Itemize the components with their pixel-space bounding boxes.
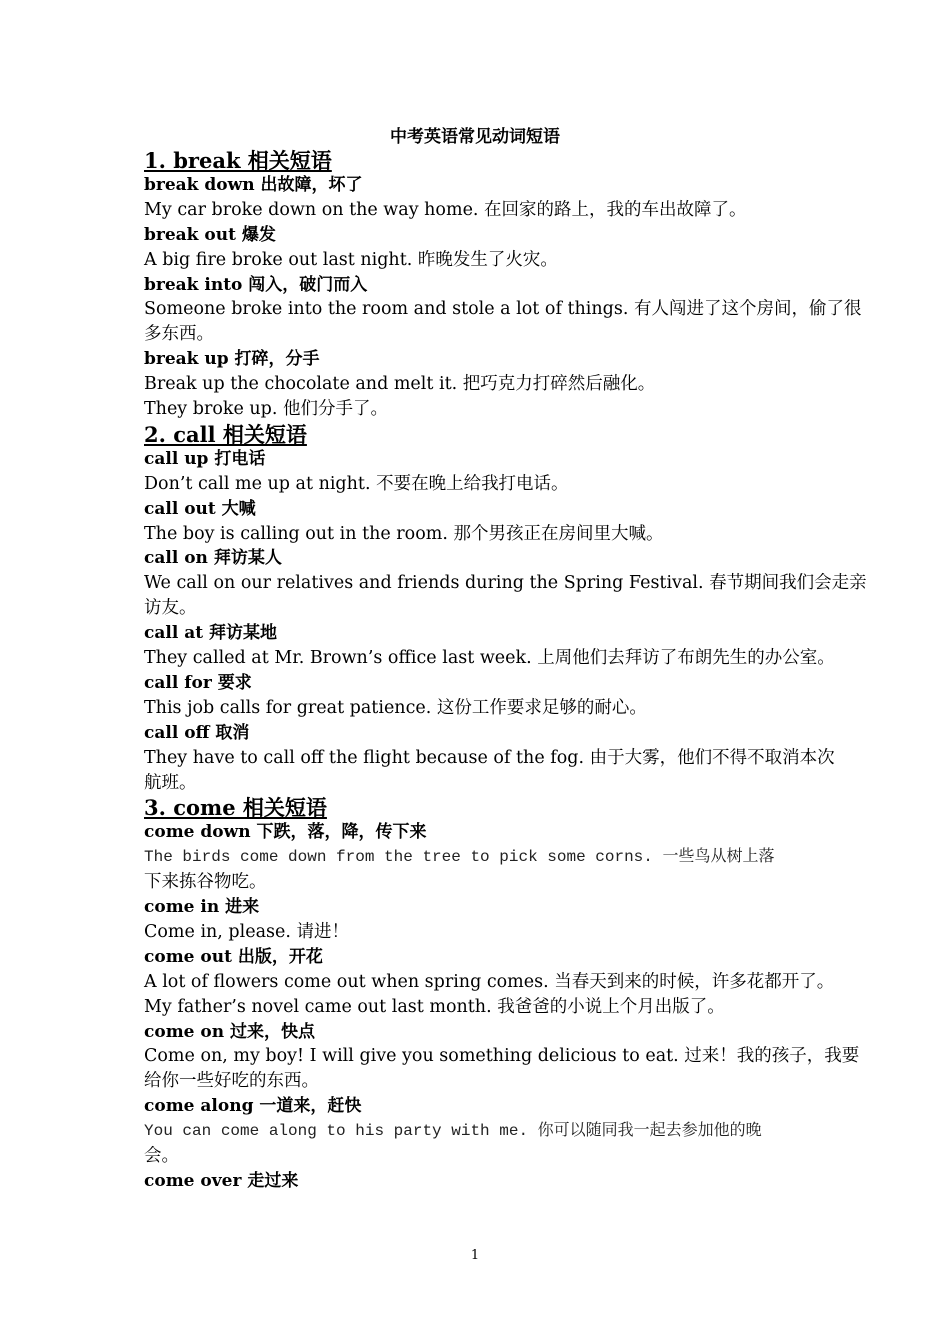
phrase-heading: come along 一道来，赶快	[144, 1096, 362, 1117]
example-sentence: You can come along to his party with me. 你可以随同我一起去参加他的晚	[144, 1122, 762, 1141]
phrase-heading: come down 下跌，落，降，传下来	[144, 822, 427, 843]
example-sentence: 访友。	[144, 598, 197, 619]
example-sentence: They broke up. 他们分手了。	[144, 399, 388, 419]
example-sentence: They called at Mr. Brown’s office last week. 上周他们去拜访了布朗先生的办公室。	[144, 648, 835, 668]
phrase-heading: break into 闯入，破门而入	[144, 274, 368, 295]
phrase-heading: come on 过来，快点	[144, 1021, 316, 1042]
example-sentence: A lot of flowers come out when spring comes. 当春天到来的时候，许多花都开了。	[144, 971, 835, 992]
example-sentence: This job calls for great patience. 这份工作要求足够的耐心。	[144, 697, 647, 718]
example-sentence: 给你一些好吃的东西。	[144, 1071, 319, 1092]
example-sentence: Come in, please. 请进！	[144, 921, 349, 942]
phrase-heading: break down 出故障，坏了	[144, 174, 363, 195]
example-sentence: 多东西。	[144, 324, 214, 345]
section-heading: 2. call 相关短语	[144, 421, 307, 447]
phrase-heading: call out 大喊	[144, 498, 256, 519]
example-sentence: The birds come down from the tree to pick some corns. 一些鸟从树上落	[144, 848, 775, 867]
phrase-heading: call up 打电话	[144, 448, 266, 469]
phrase-heading: call at 拜访某地	[144, 623, 277, 644]
example-sentence: We call on our relatives and friends during the Spring Festival. 春节期间我们会走亲	[144, 573, 867, 594]
section-heading: 1. break 相关短语	[144, 148, 332, 173]
phrase-heading: come over 走过来	[144, 1170, 299, 1191]
phrase-heading: call for 要求	[144, 672, 252, 693]
example-sentence: My car broke down on the way home. 在回家的路上，我的车出故障了。	[144, 199, 747, 220]
example-sentence: 会。	[144, 1146, 179, 1166]
example-sentence: Someone broke into the room and stole a lot of things. 有人闯进了这个房间，偷了很	[144, 299, 862, 320]
example-sentence: Break up the chocolate and melt it. 把巧克力打碎然后融化。	[144, 374, 656, 395]
example-sentence: My father’s novel came out last month. 我爸爸的小说上个月出版了。	[144, 996, 725, 1017]
phrase-heading: call on 拜访某人	[144, 548, 282, 569]
example-sentence: Don’t call me up at night. 不要在晚上给我打电话。	[144, 473, 569, 494]
example-sentence: They have to call off the flight because of the fog. 由于大雾，他们不得不取消本次	[144, 747, 835, 768]
document-title: 中考英语常见动词短语	[390, 127, 560, 147]
section-heading: 3. come 相关短语	[144, 795, 327, 821]
page-number: 1	[470, 1248, 480, 1263]
phrase-heading: come out 出版，开花	[144, 946, 323, 967]
example-sentence: A big fire broke out last night. 昨晚发生了火灾。	[144, 249, 558, 270]
phrase-heading: come in 进来	[144, 897, 260, 917]
example-sentence: 航班。	[144, 772, 197, 793]
phrase-heading: break up 打碎，分手	[144, 349, 320, 370]
example-sentence: Come on, my boy! I will give you something delicious to eat. 过来！我的孩子，我要	[144, 1046, 860, 1067]
phrase-heading: break out 爆发	[144, 224, 276, 245]
phrase-heading: call off 取消	[144, 722, 250, 743]
example-sentence: 下来拣谷物吃。	[144, 872, 267, 893]
example-sentence: The boy is calling out in the room. 那个男孩正在房间里大喊。	[144, 523, 664, 544]
